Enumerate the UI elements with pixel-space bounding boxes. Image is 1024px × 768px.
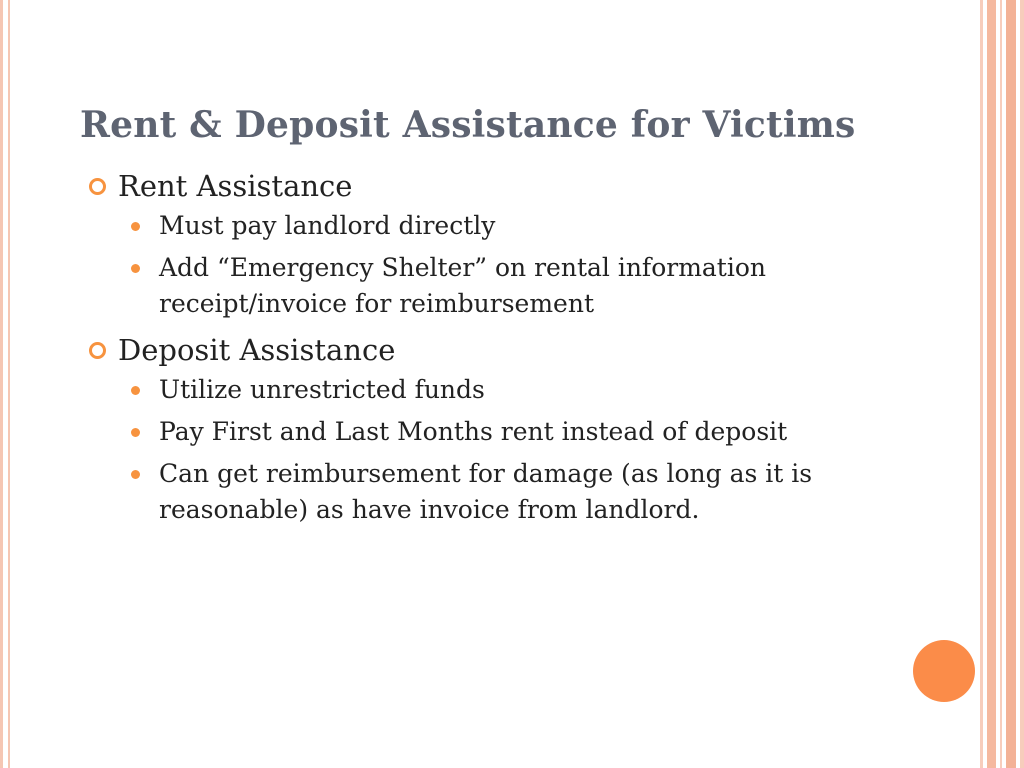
- bullet-list: [80, 372, 900, 528]
- right-stripes-decoration: [980, 0, 1024, 768]
- section-heading-text: Deposit Assistance: [118, 333, 396, 367]
- slide-title: Rent & Deposit Assistance for Victims: [80, 104, 856, 146]
- ring-bullet-icon: [89, 178, 106, 195]
- stripe: [1020, 0, 1024, 768]
- stripe: [980, 0, 983, 768]
- section-heading: [80, 330, 900, 370]
- dot-bullet-icon: [131, 386, 140, 395]
- list-item: [80, 456, 900, 528]
- list-item-text: Add “Emergency Shelter” on rental information receipt/invoice for reimbursement: [159, 253, 766, 318]
- stripe: [987, 0, 996, 768]
- list-item-text: Utilize unrestricted funds: [159, 375, 485, 404]
- dot-bullet-icon: [131, 470, 140, 479]
- list-item-text: Must pay landlord directly: [159, 211, 496, 240]
- list-item-text: Can get reimbursement for damage (as long as it is reasonable) as have invoice from landlord.: [159, 459, 813, 524]
- dot-bullet-icon: [131, 428, 140, 437]
- list-item: [80, 208, 900, 244]
- dot-bullet-icon: [131, 264, 140, 273]
- list-item-text: Pay First and Last Months rent instead of deposit: [159, 417, 788, 446]
- stripe: [1000, 0, 1002, 768]
- list-item: [80, 414, 900, 450]
- list-item: [80, 372, 900, 408]
- stripe: [1006, 0, 1016, 768]
- section-deposit-assistance: [80, 330, 900, 528]
- slide-content: [80, 166, 900, 536]
- list-item: [80, 250, 900, 322]
- bullet-list: [80, 208, 900, 322]
- orange-circle-decoration: [913, 640, 975, 702]
- section-rent-assistance: [80, 166, 900, 322]
- section-heading-text: Rent Assistance: [118, 169, 353, 203]
- ring-bullet-icon: [89, 342, 106, 359]
- section-heading: [80, 166, 900, 206]
- dot-bullet-icon: [131, 222, 140, 231]
- left-border-decoration: [0, 0, 10, 768]
